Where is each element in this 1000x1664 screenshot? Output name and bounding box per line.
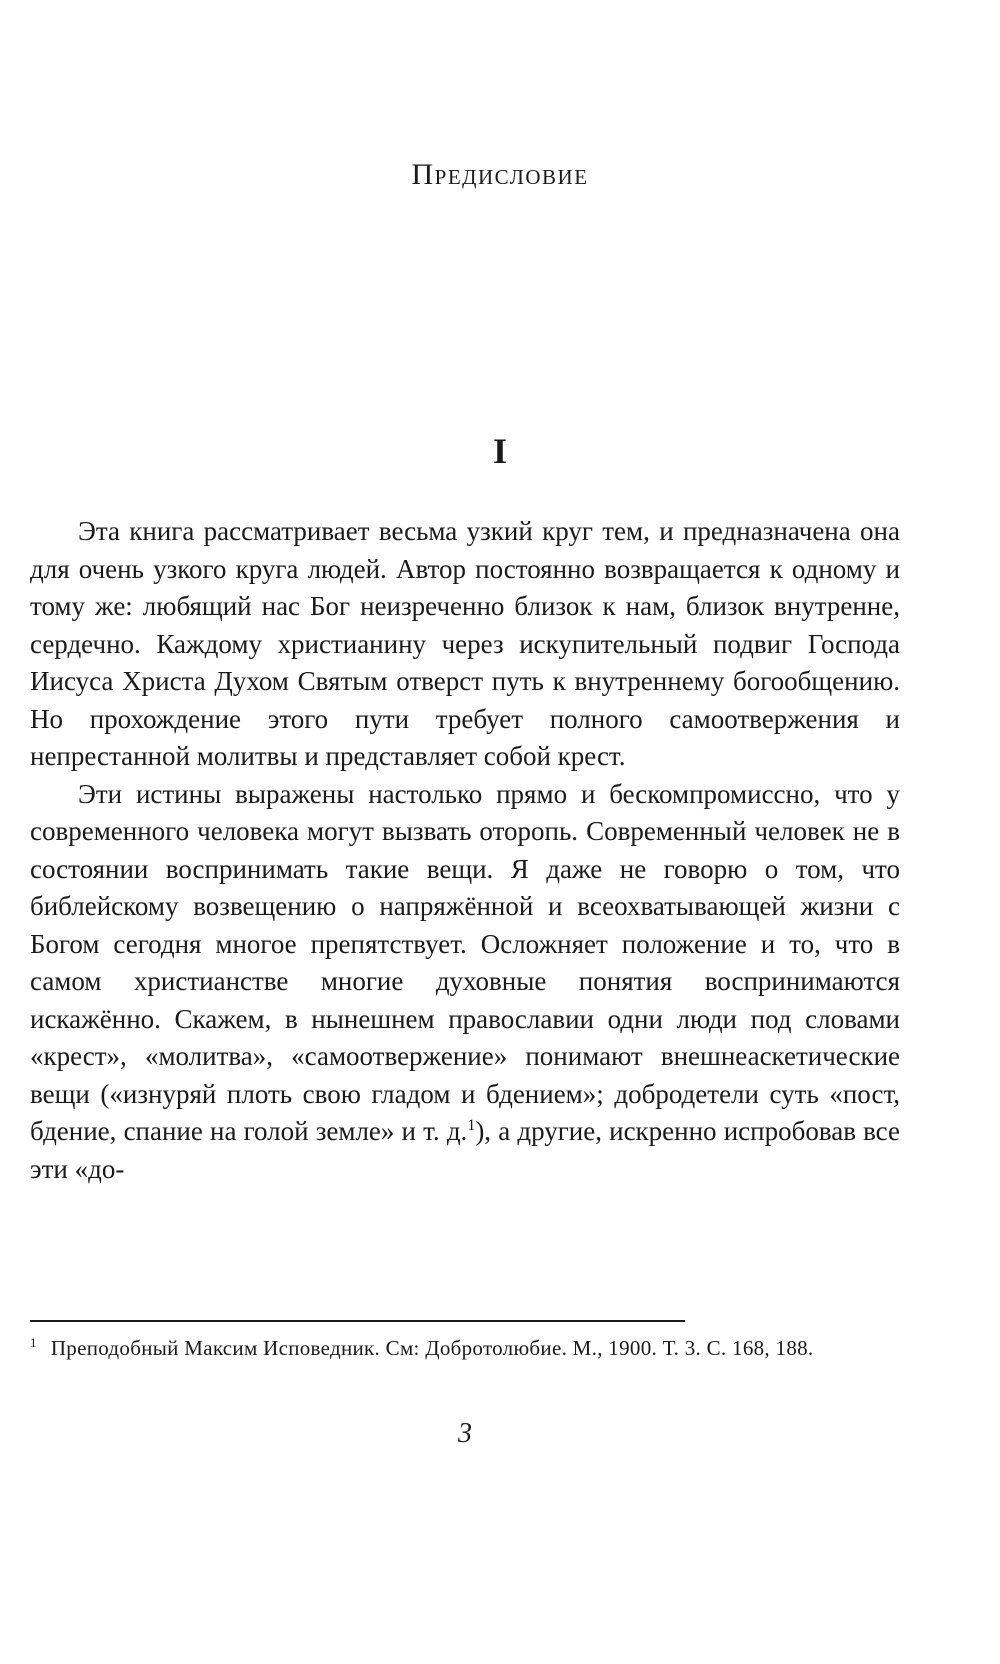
section-number: I [492,431,507,471]
chapter-title: Предисловие [411,158,589,191]
paragraph-1: Эта книга рассматривает весьма узкий круг тем, и предназначена она для очень узкого круга людей. Автор постоянно возвращается к одному и тому же: любящий нас Бог неизреченно близок к нам, близок внутренне, сердечно. Каждому христианину через искупительный подвиг Господа Иисуса Христа Духом Святым отверст путь к внутреннему богообщению. Но прохождение этого пути требует полного самоотвержения и непрестанной молитвы и представляет собой крест. [30,516,900,771]
footnote-reference[interactable]: 1 [467,1117,476,1134]
page-number: 3 [458,1418,472,1449]
footnote-marker: 1 [30,1335,37,1350]
body-text [30,513,900,1188]
footnote-divider [30,1320,685,1322]
paragraph-2-text-start: Эти истины выражены настолько прямо и бескомпромиссно, что у современного человека могут вызвать оторопь. Современный человек не в состоянии воспринимать такие вещи. Я даже не говорю о том, что библейскому возвещению о напряжённой и всеохватывающей жизни с Богом сегодня многое препятствует. Осложняет положение и то, что в самом христианстве многие духовные понятия воспринимаются искажённо. Скажем, в нынешнем православии одни люди под словами «крест», «молитва», «самоотвержение» понимают внешнеаскетические вещи («изнуряй плоть свою гладом и бдением»; добродетели суть «пост, бдение, спание на голой земле» и т. д. [30,778,900,1146]
paragraph-2-text-end: ), а другие, искренно испробовав все эти «до- [30,1116,900,1184]
paragraph-2 [30,776,900,1189]
footnote [30,1333,900,1363]
footnote-text: Преподобный Максим Исповедник. См: Добротолюбие. М., 1900. Т. 3. С. 168, 188. [50,1336,814,1360]
